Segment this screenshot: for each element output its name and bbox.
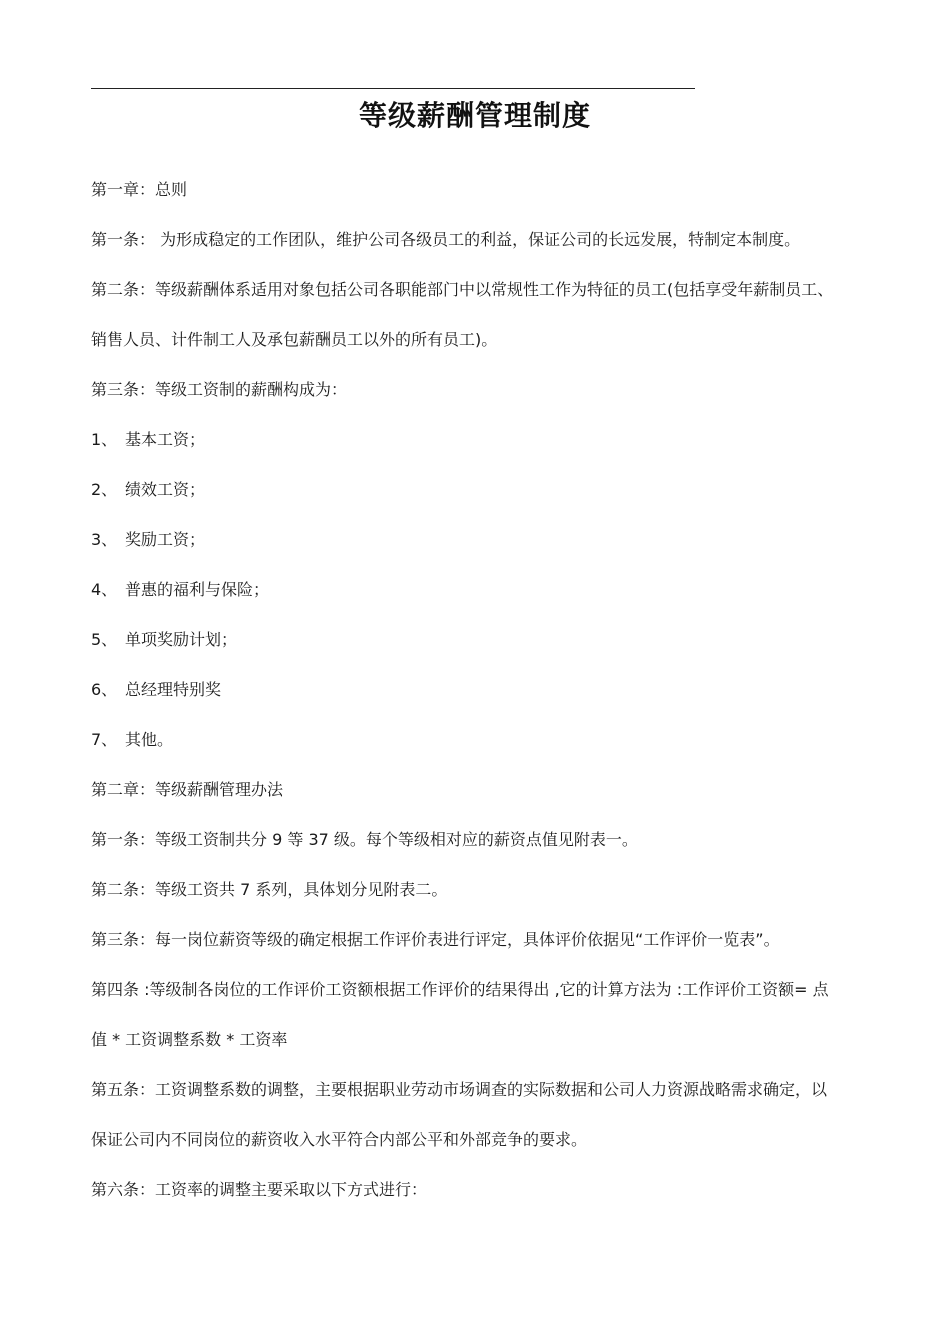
list-item-number: 6、: [91, 680, 118, 699]
ch2-article-5-text-line-1: 第五条：工资调整系数的调整，主要根据职业劳动市场调查的实际数据和公司人力资源战略需求确定，以: [91, 1080, 828, 1099]
list-item: [91, 630, 871, 650]
chapter-1-heading: 第一章：总则: [91, 180, 188, 199]
list-item-text: 总经理特别奖: [125, 680, 222, 699]
list-item-number: 5、: [91, 630, 118, 649]
ch2-article-4-text-line-2: 值 * 工资调整系数 * 工资率: [91, 1030, 288, 1049]
article-1-text: 第一条： 为形成稳定的工作团队，维护公司各级员工的利益，保证公司的长远发展，特制定本制度。: [91, 230, 801, 249]
list-item-text: 普惠的福利与保险；: [125, 580, 270, 599]
list-item-number: 4、: [91, 580, 118, 599]
ch2-article-2-text: 第二条：等级工资共 7 系列，具体划分见附表二。: [91, 880, 448, 899]
list-item: [91, 580, 871, 600]
chapter-2-heading: 第二章：等级薪酬管理办法: [91, 780, 284, 799]
list-item-text: 基本工资；: [125, 430, 206, 449]
list-item-text: 其他。: [125, 730, 174, 749]
document-title: 等级薪酬管理制度: [358, 99, 591, 132]
article-2-text-line-1: 第二条：等级薪酬体系适用对象包括公司各职能部门中以常规性工作为特征的员工(包括享受年薪制员工、: [91, 280, 834, 299]
list-item-text: 单项奖励计划；: [125, 630, 238, 649]
list-item-number: 3、: [91, 530, 118, 549]
list-item: [91, 680, 871, 700]
ch2-article-5-text-line-2: 保证公司内不同岗位的薪资收入水平符合内部公平和外部竞争的要求。: [91, 1130, 588, 1149]
list-item: [91, 730, 871, 750]
list-item-number: 7、: [91, 730, 118, 749]
list-item-number: 1、: [91, 430, 118, 449]
ch2-article-1-text: 第一条：等级工资制共分 9 等 37 级。每个等级相对应的薪资点值见附表一。: [91, 830, 638, 849]
list-item: [91, 430, 871, 450]
article-3-text: 第三条：等级工资制的薪酬构成为：: [91, 380, 348, 399]
ch2-article-3-text: 第三条：每一岗位薪资等级的确定根据工作评价表进行评定，具体评价依据见“工作评价一览表”。: [91, 930, 780, 949]
list-item: [91, 530, 871, 550]
list-item-text: 奖励工资；: [125, 530, 206, 549]
header-rule: [91, 88, 695, 89]
list-item-text: 绩效工资；: [125, 480, 206, 499]
list-item: [91, 480, 871, 500]
ch2-article-4-text-line-1: 第四条 :等级制各岗位的工作评价工资额根据工作评价的结果得出 ,它的计算方法为 :工作评价工资额= 点: [91, 980, 829, 999]
article-2-text-line-2: 销售人员、计件制工人及承包薪酬员工以外的所有员工)。: [91, 330, 498, 349]
list-item-number: 2、: [91, 480, 118, 499]
ch2-article-6-text: 第六条：工资率的调整主要采取以下方式进行：: [91, 1180, 428, 1199]
